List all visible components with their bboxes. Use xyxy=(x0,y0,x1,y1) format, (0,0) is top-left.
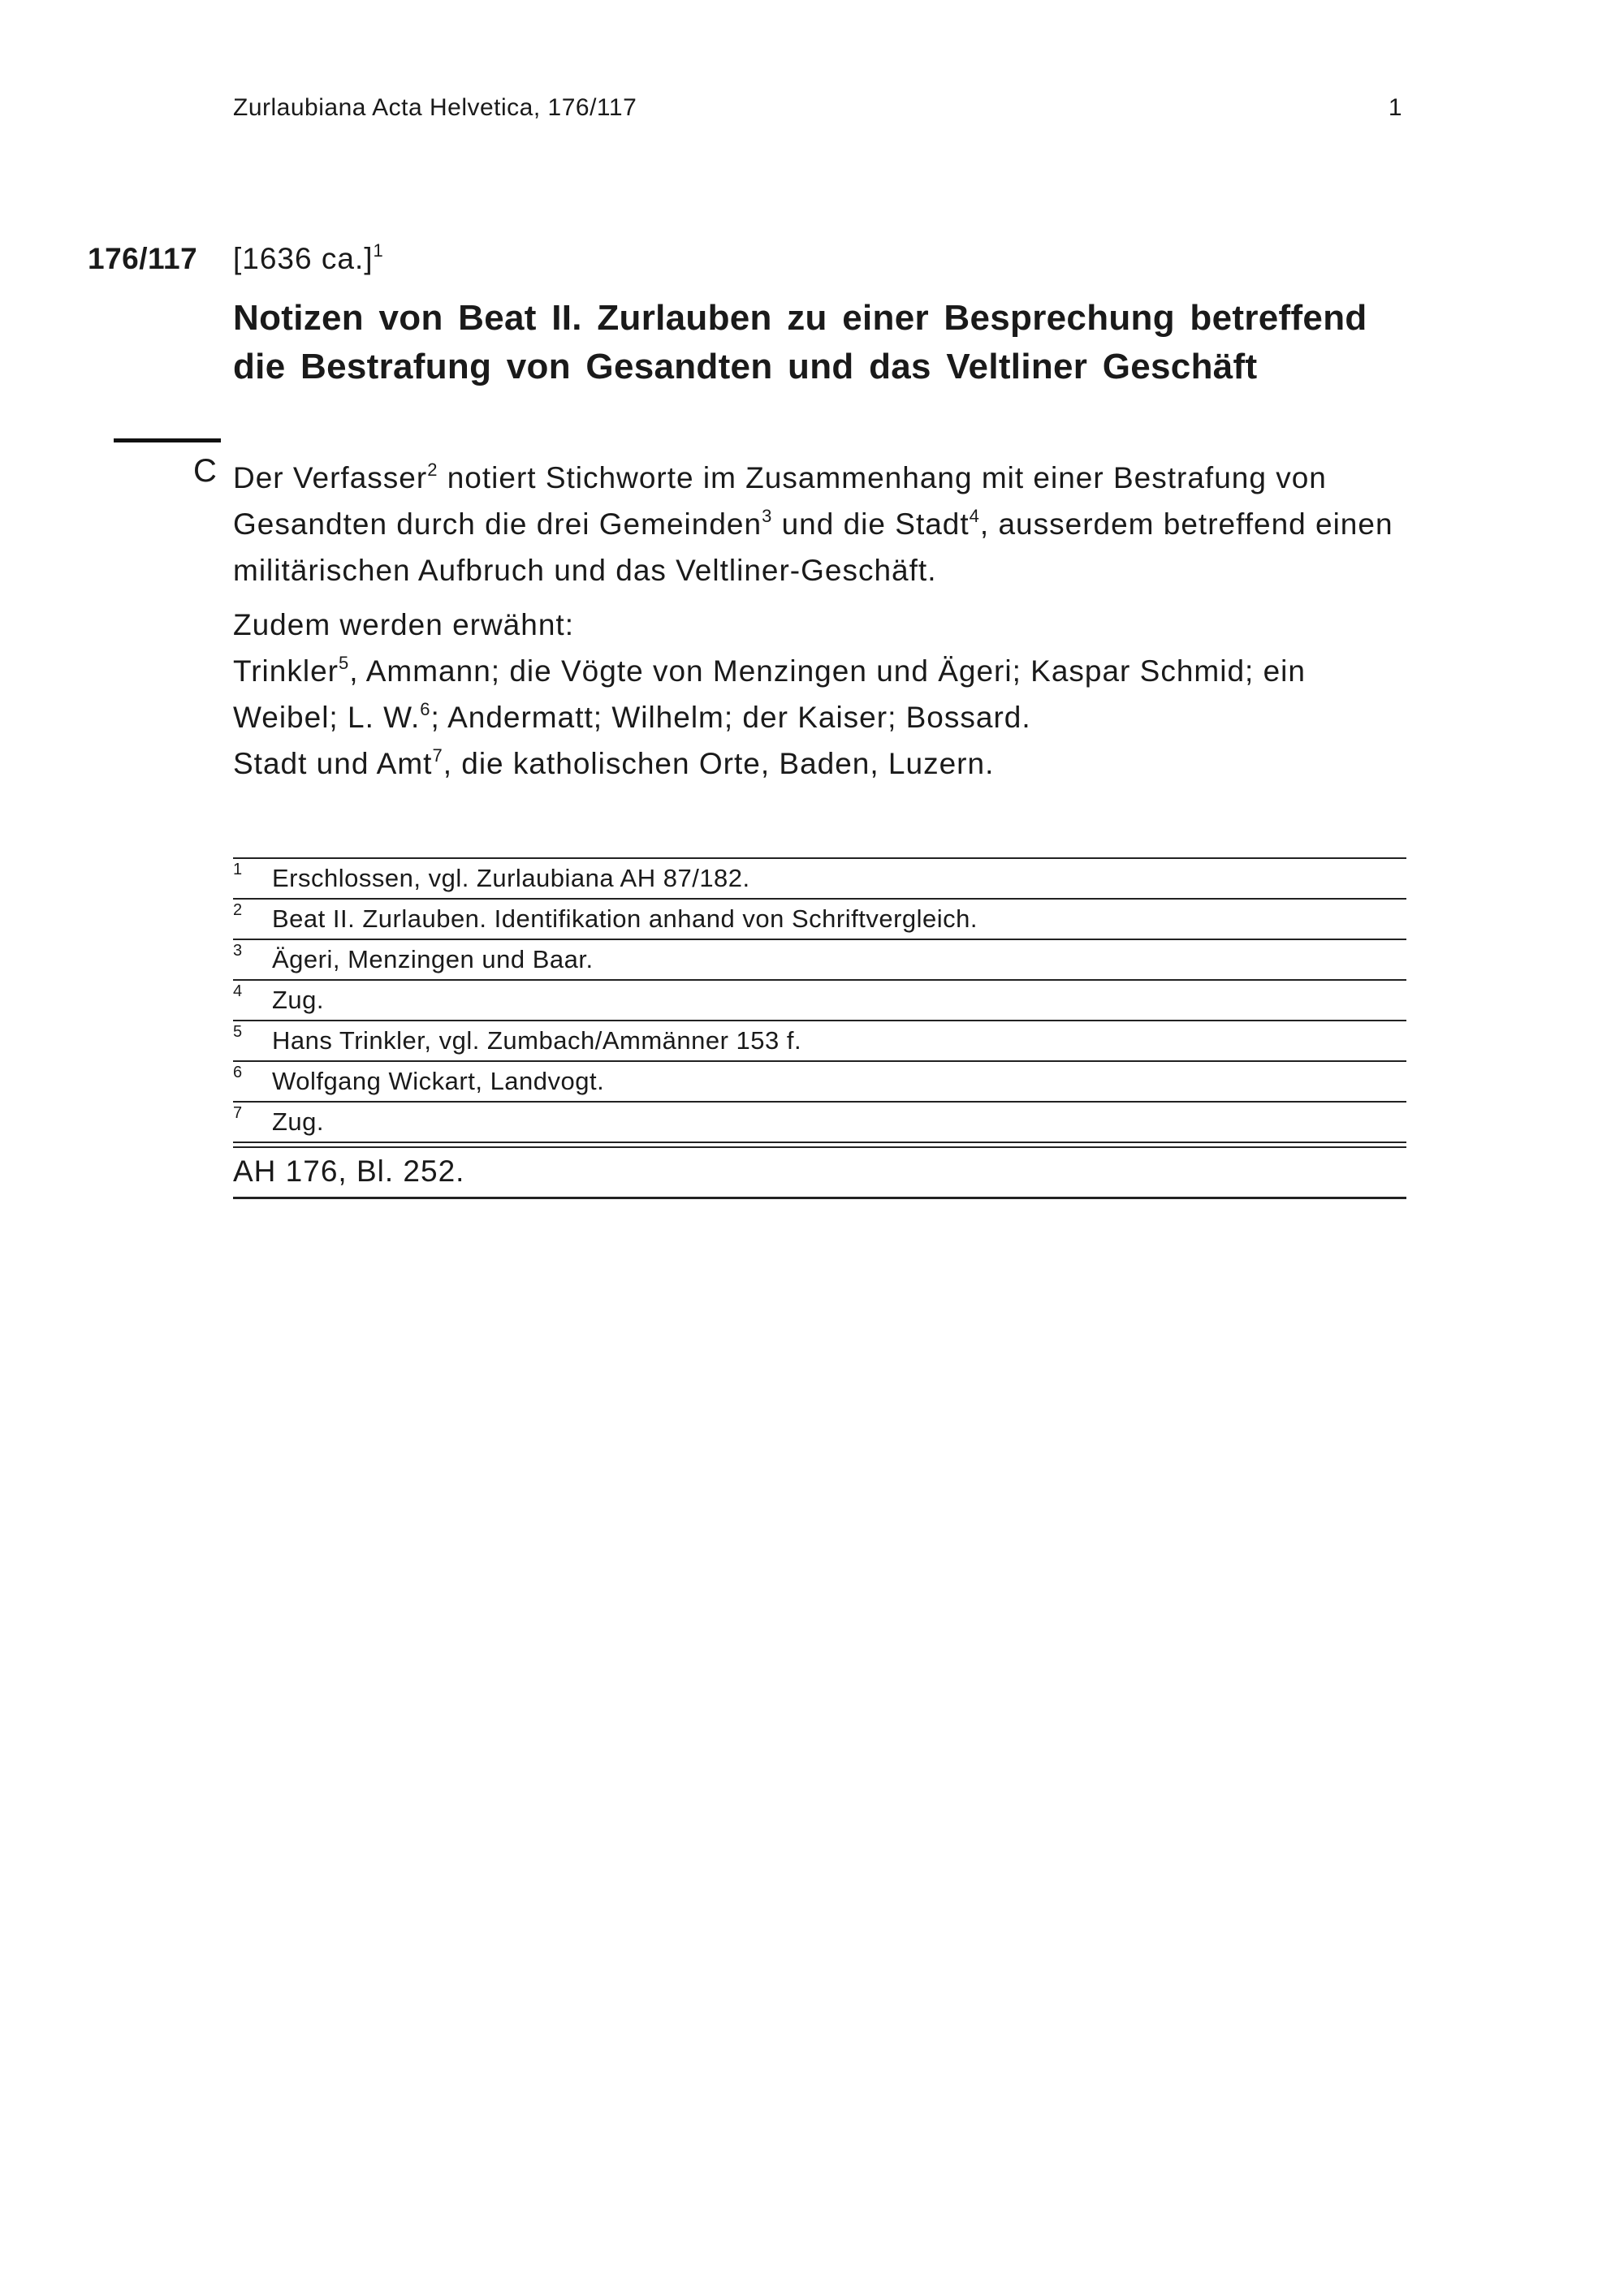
footnote-number: 3 xyxy=(233,942,243,960)
footnote-text: Zug. xyxy=(272,986,325,1014)
footnote-ref-2: 2 xyxy=(427,459,438,480)
footnote-item xyxy=(233,900,1406,940)
footnote-text: Ägeri, Menzingen und Baar. xyxy=(272,945,594,973)
page-number: 1 xyxy=(1388,94,1402,121)
source-reference xyxy=(233,1146,1406,1199)
footnote-ref-3: 3 xyxy=(762,505,773,526)
footnote-number: 1 xyxy=(233,861,243,878)
summary-text: und die Stadt xyxy=(772,507,970,541)
footnote-ref-7: 7 xyxy=(432,744,443,766)
document-title: Notizen von Beat II. Zurlauben zu einer Besprechung betreffend die Bestrafung von Gesandten und das Veltliner Geschäft xyxy=(233,298,1367,386)
footnote-text: Zug. xyxy=(272,1107,325,1136)
source-text: AH 176, Bl. 252. xyxy=(233,1154,465,1188)
document-date xyxy=(233,242,384,276)
mentions-text: Trinkler xyxy=(233,654,339,688)
summary-text: , ausserdem betreffend einen militärischen Aufbruch und das Veltliner-Geschäft. xyxy=(233,507,1393,587)
footnote-number: 2 xyxy=(233,901,243,919)
mentions-text: Stadt und Amt xyxy=(233,747,433,780)
footnote-number: 6 xyxy=(233,1064,243,1081)
footnote-text: Hans Trinkler, vgl. Zumbach/Ammänner 153 f. xyxy=(272,1026,802,1055)
footnote-number: 4 xyxy=(233,982,243,1000)
mentions-intro: Zudem werden erwähnt: xyxy=(233,608,574,641)
mentions-text: , die katholischen Orte, Baden, Luzern. xyxy=(443,747,995,780)
footnote-text: Erschlossen, vgl. Zurlaubiana AH 87/182. xyxy=(272,864,750,892)
footnote-item xyxy=(233,981,1406,1021)
margin-letter: C xyxy=(193,453,217,489)
margin-rule xyxy=(114,438,221,442)
footnote-ref-6: 6 xyxy=(420,698,431,719)
document-id: 176/117 xyxy=(88,242,198,275)
mentions-text: ; Andermatt; Wilhelm; der Kaiser; Bossard. xyxy=(430,701,1031,734)
footnote-ref-4: 4 xyxy=(969,505,980,526)
summary-body xyxy=(233,455,1410,787)
summary-text: Der Verfasser xyxy=(233,461,428,494)
footnote-number: 5 xyxy=(233,1023,243,1041)
summary-paragraph xyxy=(233,455,1410,593)
footnote-item xyxy=(233,859,1406,900)
footnote-ref-5: 5 xyxy=(338,652,350,673)
footnote-item xyxy=(233,1021,1406,1062)
running-title: Zurlaubiana Acta Helvetica, 176/117 xyxy=(233,94,637,121)
footnote-text: Beat II. Zurlauben. Identifikation anhand von Schriftvergleich. xyxy=(272,904,978,933)
footnote-ref-1: 1 xyxy=(373,240,384,261)
summary-text: notiert Stichworte im Zusammenhang mit einer Bestrafung von Gesandten durch die drei Gemeinden xyxy=(233,461,1327,541)
footnote-item xyxy=(233,940,1406,981)
footnotes xyxy=(233,857,1406,1199)
date-text: [1636 ca.] xyxy=(233,242,374,275)
footnote-item xyxy=(233,1062,1406,1103)
mentions-text: , Ammann; die Vögte von Menzingen und Ägeri; Kaspar Schmid; ein Weibel; L. W. xyxy=(233,654,1306,734)
mentions-paragraph xyxy=(233,602,1410,787)
footnote-text: Wolfgang Wickart, Landvogt. xyxy=(272,1067,605,1095)
footnote-item xyxy=(233,1103,1406,1143)
running-header xyxy=(233,94,1402,122)
footnote-number: 7 xyxy=(233,1104,243,1122)
